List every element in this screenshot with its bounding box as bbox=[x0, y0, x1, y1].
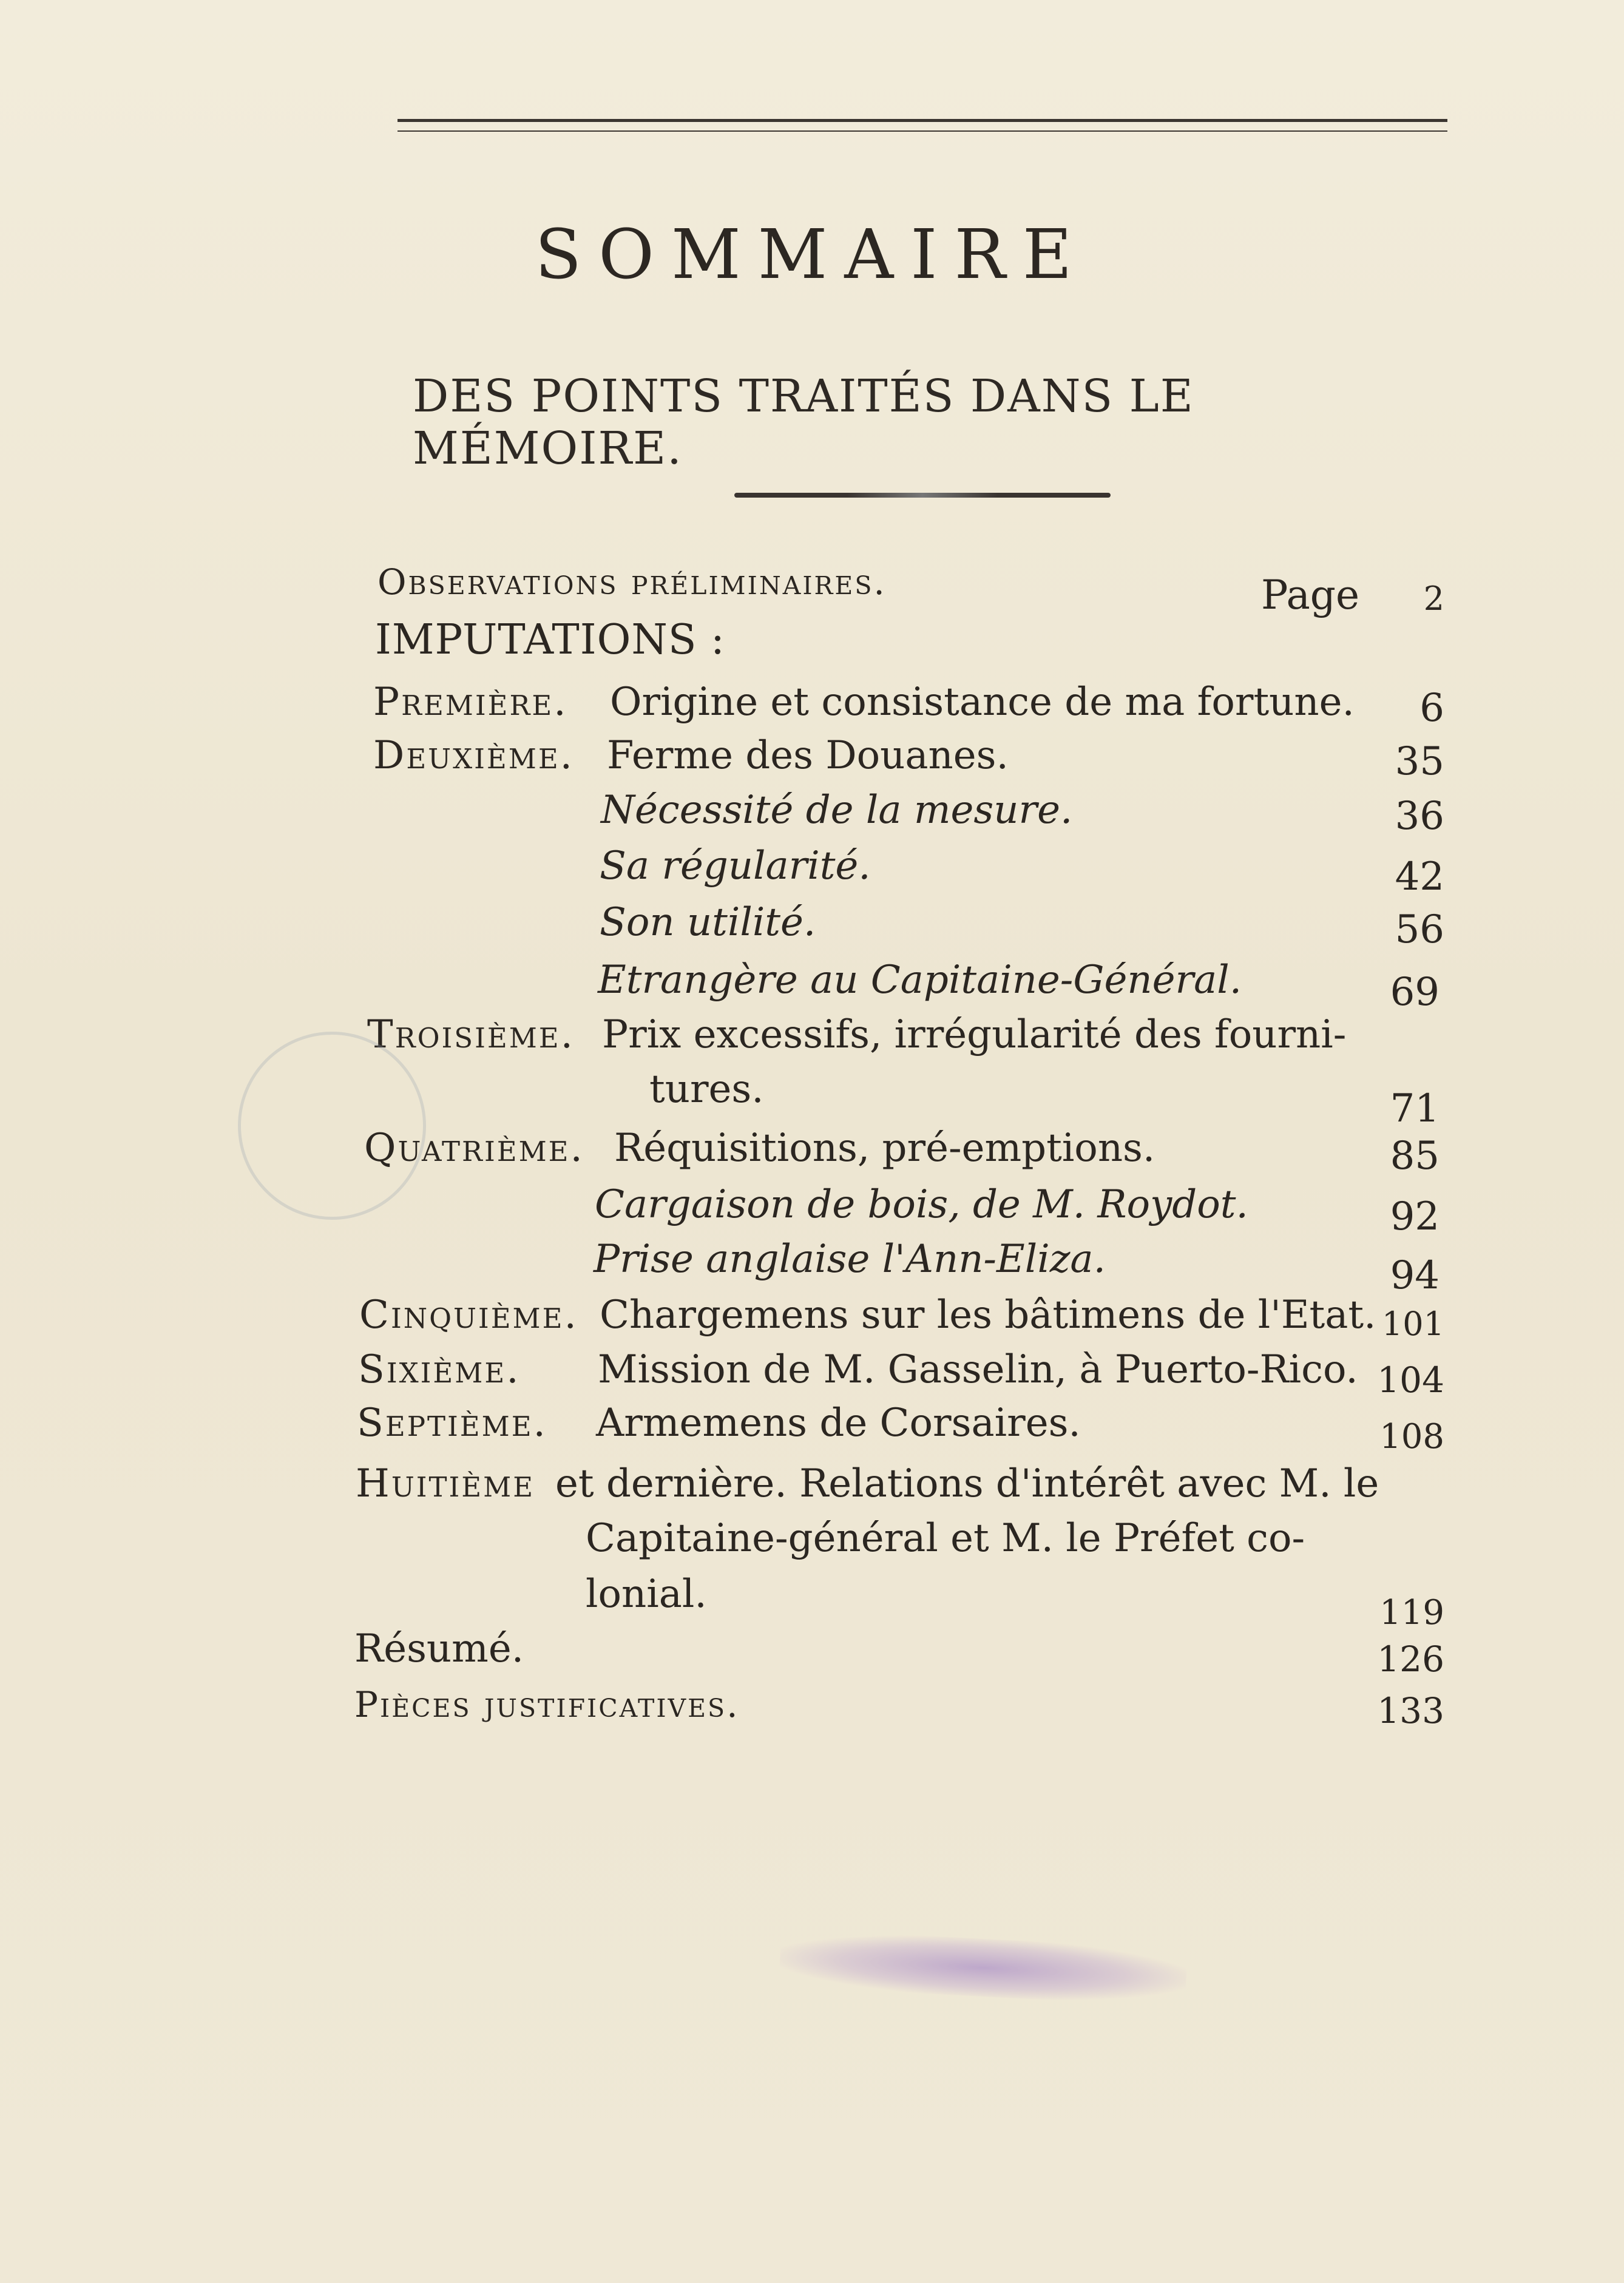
toc-page-troisieme: 71 bbox=[1390, 1086, 1440, 1131]
toc-label-resume: Résumé. bbox=[354, 1626, 524, 1671]
toc-page-observations: 2 bbox=[1423, 580, 1444, 618]
toc-label-premiere: Première. bbox=[373, 680, 568, 725]
toc-page-etrangere: 69 bbox=[1390, 970, 1440, 1015]
toc-text-etrangere: Etrangère au Capitaine-Général. bbox=[598, 958, 1242, 1003]
toc-page-resume: 126 bbox=[1377, 1639, 1444, 1680]
page-title: SOMMAIRE bbox=[535, 215, 1089, 294]
toc-label-troisieme: Troisième. bbox=[367, 1012, 575, 1057]
toc-text-necessite: Nécessité de la mesure. bbox=[601, 788, 1073, 833]
toc-label-huitieme: Huitième bbox=[356, 1461, 535, 1506]
toc-imputations-heading: IMPUTATIONS : bbox=[375, 616, 725, 664]
toc-text-troisieme: Prix excessifs, irrégularité des fourni- bbox=[602, 1012, 1347, 1057]
toc-page-regularite: 42 bbox=[1395, 854, 1444, 899]
toc-page-septieme: 108 bbox=[1379, 1417, 1444, 1456]
toc-page-deuxieme: 35 bbox=[1395, 739, 1444, 784]
toc-page-huitieme: 119 bbox=[1379, 1593, 1444, 1632]
toc-page-cargaison: 92 bbox=[1390, 1194, 1440, 1239]
faded-library-stamp bbox=[238, 1032, 426, 1220]
toc-text-troisieme-cont: tures. bbox=[649, 1067, 764, 1112]
toc-text-cinquieme: Chargemens sur les bâtimens de l'Etat. bbox=[600, 1293, 1376, 1338]
toc-text-utilite: Son utilité. bbox=[600, 900, 816, 945]
toc-text-cargaison: Cargaison de bois, de M. Roydot. bbox=[595, 1182, 1248, 1227]
page-subtitle: DES POINTS TRAITÉS DANS LE MÉMOIRE. bbox=[413, 370, 1194, 475]
toc-page-sixieme: 104 bbox=[1377, 1359, 1444, 1401]
toc-page-necessite: 36 bbox=[1395, 794, 1444, 839]
top-rule bbox=[398, 119, 1447, 132]
toc-label-observations: Observations préliminaires. bbox=[377, 561, 887, 603]
toc-label-sixieme: Sixième. bbox=[358, 1347, 521, 1392]
toc-text-deuxieme: Ferme des Douanes. bbox=[607, 733, 1009, 778]
toc-page-pieces: 133 bbox=[1377, 1690, 1444, 1731]
ornament-divider bbox=[734, 493, 1111, 498]
toc-text-prise: Prise anglaise l'Ann-Eliza. bbox=[594, 1237, 1106, 1282]
toc-text-sixieme: Mission de M. Gasselin, à Puerto-Rico. bbox=[598, 1347, 1358, 1392]
toc-label-deuxieme: Deuxième. bbox=[373, 733, 575, 778]
page-label: Page bbox=[1261, 572, 1360, 618]
toc-label-pieces: Pièces justificatives. bbox=[354, 1684, 740, 1725]
toc-label-septieme: Septième. bbox=[357, 1401, 547, 1446]
toc-text-huitieme-end: lonial. bbox=[586, 1572, 707, 1617]
toc-page-utilite: 56 bbox=[1395, 907, 1444, 952]
toc-text-premiere: Origine et consistance de ma fortune. bbox=[610, 680, 1355, 725]
toc-text-huitieme-cont: Capitaine-général et M. le Préfet co- bbox=[586, 1516, 1305, 1561]
toc-text-septieme: Armemens de Corsaires. bbox=[596, 1401, 1081, 1446]
toc-text-regularite: Sa régularité. bbox=[600, 844, 871, 888]
toc-text-huitieme: et dernière. Relations d'intérêt avec M. le bbox=[555, 1461, 1379, 1506]
toc-label-cinquieme: Cinquième. bbox=[359, 1293, 578, 1338]
toc-page-cinquieme: 101 bbox=[1381, 1305, 1444, 1343]
toc-page-premiere: 6 bbox=[1419, 686, 1444, 731]
toc-text-quatrieme: Réquisitions, pré-emptions. bbox=[614, 1126, 1155, 1171]
toc-page-quatrieme: 85 bbox=[1390, 1134, 1440, 1179]
purple-ink-stamp bbox=[779, 1929, 1188, 2007]
toc-label-quatrieme: Quatrième. bbox=[364, 1126, 584, 1171]
toc-page-prise: 94 bbox=[1390, 1253, 1440, 1298]
